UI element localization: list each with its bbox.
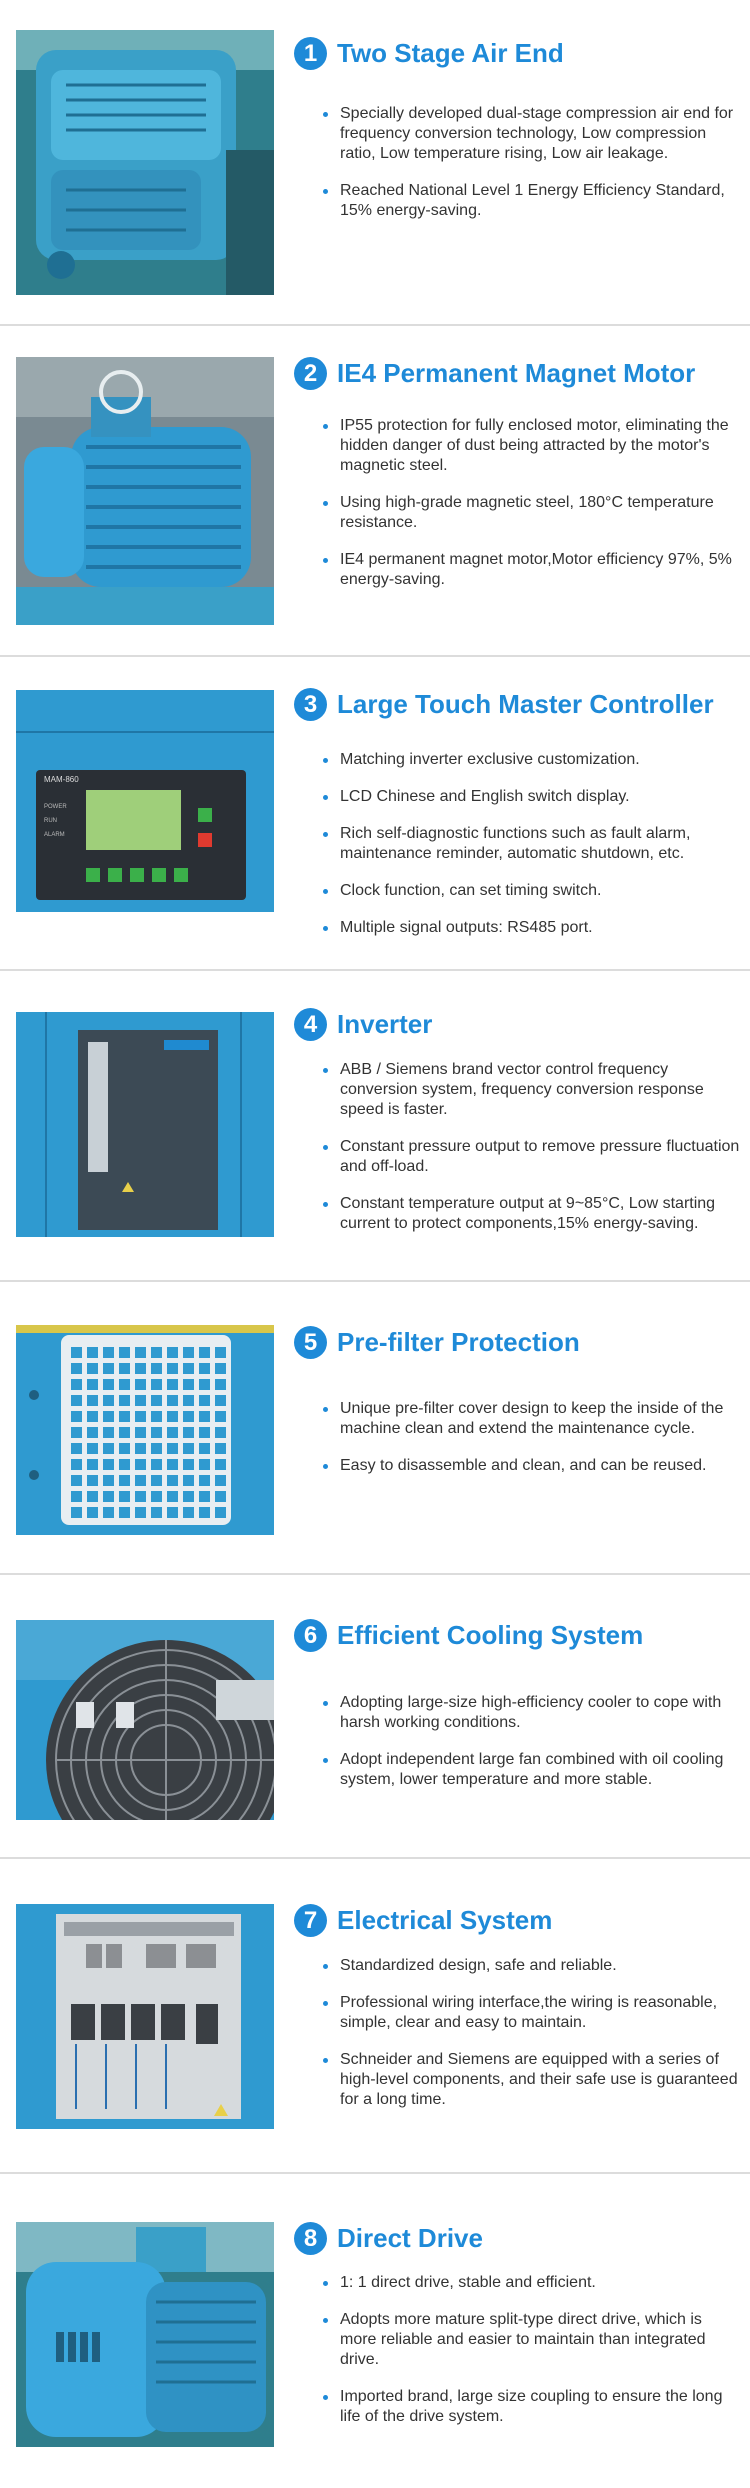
controller-model-label: MAM-860: [44, 775, 79, 784]
feature-list: [323, 1693, 741, 1807]
section-title: IE4 Permanent Magnet Motor: [337, 358, 696, 388]
feature-item: IP55 protection for fully enclosed motor, eliminating the hidden danger of dust being attracted by the motor's magnetic steel.: [323, 416, 741, 476]
section-5-title-row: [294, 1326, 580, 1359]
section-divider: [0, 2172, 750, 2174]
feature-item: Using high-grade magnetic steel, 180°C temperature resistance.: [323, 493, 741, 533]
section-7-title-row: [294, 1904, 552, 1937]
section-divider: [0, 1573, 750, 1575]
feature-item: Specially developed dual-stage compression air end for frequency conversion technology, Low compression ratio, Low temperature rising, Low air leakage.: [323, 104, 741, 164]
section-1-title-row: [294, 37, 564, 70]
feature-item: LCD Chinese and English switch display.: [323, 787, 741, 807]
feature-item: Constant temperature output at 9~85°C, Low starting current to protect components,15% energy-saving.: [323, 1194, 741, 1234]
feature-list: [323, 2273, 741, 2444]
section-4-title-row: [294, 1008, 432, 1041]
section-title: Two Stage Air End: [337, 38, 564, 68]
feature-item: Reached National Level 1 Energy Efficiency Standard, 15% energy-saving.: [323, 181, 741, 221]
air-end-photo: [16, 30, 274, 295]
section-title: Inverter: [337, 1009, 433, 1039]
feature-item: Multiple signal outputs: RS485 port.: [323, 918, 741, 938]
inverter-photo: [16, 1012, 274, 1237]
section-number-badge: 1: [294, 37, 327, 70]
feature-item: Constant pressure output to remove pressure fluctuation and off-load.: [323, 1137, 741, 1177]
section-divider: [0, 1857, 750, 1859]
feature-item: Clock function, can set timing switch.: [323, 881, 741, 901]
section-title: Efficient Cooling System: [337, 1620, 644, 1650]
controller-power-label: POWER: [44, 804, 67, 810]
section-title: Pre-filter Protection: [337, 1327, 580, 1357]
controller-run-label: RUN: [44, 818, 57, 824]
feature-item: Matching inverter exclusive customization.: [323, 750, 741, 770]
section-2-title-row: [294, 357, 695, 390]
feature-list: [323, 416, 741, 607]
section-number-badge: 5: [294, 1326, 327, 1359]
section-divider: [0, 1280, 750, 1282]
section-number-badge: 7: [294, 1904, 327, 1937]
feature-list: [323, 750, 741, 955]
feature-item: Imported brand, large size coupling to ensure the long life of the drive system.: [323, 2387, 741, 2427]
feature-item: Adopt independent large fan combined with oil cooling system, lower temperature and more stable.: [323, 1750, 741, 1790]
section-number-badge: 3: [294, 688, 327, 721]
section-8-title-row: [294, 2222, 483, 2255]
motor-photo: [16, 357, 274, 625]
feature-item: Adopting large-size high-efficiency cooler to cope with harsh working conditions.: [323, 1693, 741, 1733]
feature-item: Rich self-diagnostic functions such as fault alarm, maintenance reminder, automatic shutdown, etc.: [323, 824, 741, 864]
section-title: Large Touch Master Controller: [337, 689, 714, 719]
section-number-badge: 4: [294, 1008, 327, 1041]
section-divider: [0, 969, 750, 971]
electrical-cabinet-photo: [16, 1904, 274, 2129]
feature-list: [323, 1956, 741, 2127]
section-number-badge: 2: [294, 357, 327, 390]
direct-drive-photo: [16, 2222, 274, 2447]
section-3-title-row: [294, 688, 714, 721]
section-title: Electrical System: [337, 1905, 553, 1935]
section-divider: [0, 324, 750, 326]
feature-item: 1: 1 direct drive, stable and efficient.: [323, 2273, 741, 2293]
feature-item: ABB / Siemens brand vector control frequency conversion system, frequency conversion response speed is faster.: [323, 1060, 741, 1120]
feature-item: Professional wiring interface,the wiring is reasonable, simple, clear and easy to maintain.: [323, 1993, 741, 2033]
section-number-badge: 8: [294, 2222, 327, 2255]
feature-item: Schneider and Siemens are equipped with a series of high-level components, and their safe use is guaranteed for a long time.: [323, 2050, 741, 2110]
feature-list: [323, 1060, 741, 1251]
feature-item: Standardized design, safe and reliable.: [323, 1956, 741, 1976]
feature-item: Easy to disassemble and clean, and can be reused.: [323, 1456, 741, 1476]
feature-item: IE4 permanent magnet motor,Motor efficiency 97%, 5% energy-saving.: [323, 550, 741, 590]
feature-item: Adopts more mature split-type direct drive, which is more reliable and easier to maintain than integrated drive.: [323, 2310, 741, 2370]
section-number-badge: 6: [294, 1619, 327, 1652]
cooling-fan-photo: [16, 1620, 274, 1820]
controller-photo: [16, 690, 274, 912]
feature-item: Unique pre-filter cover design to keep the inside of the machine clean and extend the maintenance cycle.: [323, 1399, 741, 1439]
section-6-title-row: [294, 1619, 643, 1652]
controller-alarm-label: ALARM: [44, 832, 65, 838]
feature-list: [323, 104, 741, 238]
pre-filter-photo: [16, 1325, 274, 1535]
section-title: Direct Drive: [337, 2223, 483, 2253]
feature-list: [323, 1399, 741, 1493]
section-divider: [0, 655, 750, 657]
